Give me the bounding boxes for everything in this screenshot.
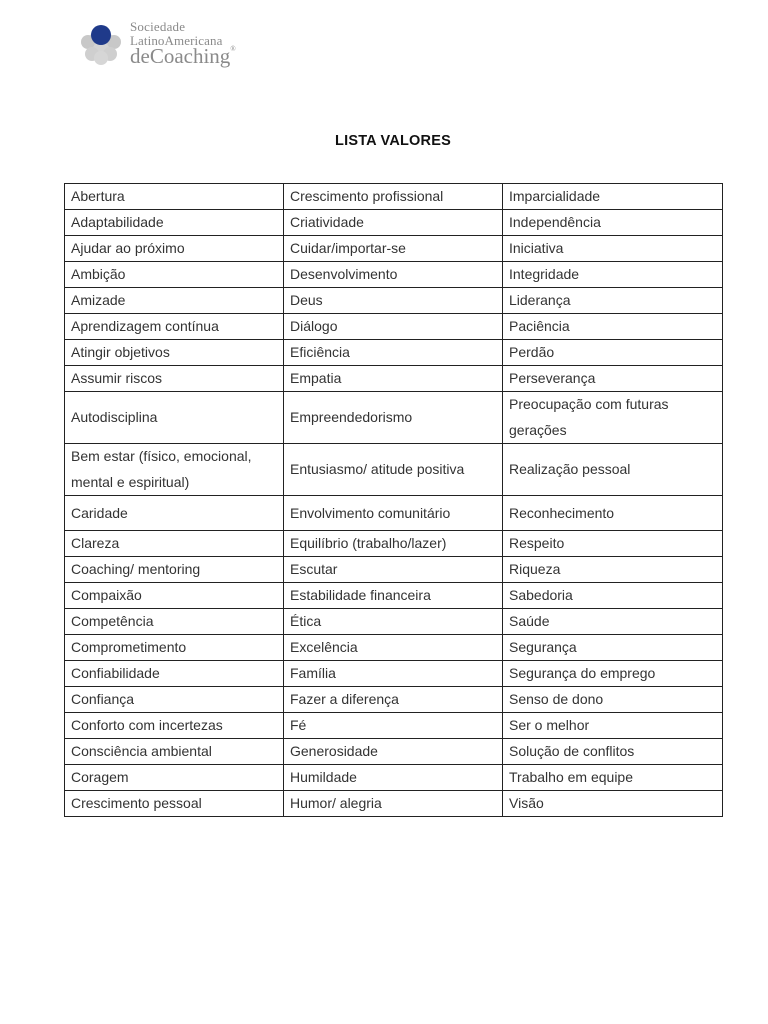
logo-wordmark	[130, 20, 236, 67]
table-cell: Crescimento pessoal	[65, 791, 284, 817]
organization-logo	[78, 20, 258, 70]
table-cell: Entusiasmo/ atitude positiva	[284, 444, 503, 496]
table-cell: Família	[284, 661, 503, 687]
table-cell: Compaixão	[65, 583, 284, 609]
table-cell: Assumir riscos	[65, 366, 284, 392]
table-cell: Aprendizagem contínua	[65, 314, 284, 340]
table-cell: Ambição	[65, 262, 284, 288]
table-cell: Realização pessoal	[503, 444, 723, 496]
table-cell: Senso de dono	[503, 687, 723, 713]
table-cell: Confiabilidade	[65, 661, 284, 687]
table-cell: Fazer a diferença	[284, 687, 503, 713]
table-cell: Segurança do emprego	[503, 661, 723, 687]
table-cell: Sabedoria	[503, 583, 723, 609]
table-cell: Empatia	[284, 366, 503, 392]
table-cell: Amizade	[65, 288, 284, 314]
table-cell: Coragem	[65, 765, 284, 791]
table-row	[65, 366, 723, 392]
table-row	[65, 531, 723, 557]
table-cell: Independência	[503, 210, 723, 236]
table-cell: Autodisciplina	[65, 392, 284, 444]
table-cell: Equilíbrio (trabalho/lazer)	[284, 531, 503, 557]
logo-line-1: Sociedade	[130, 19, 186, 34]
values-table-body	[65, 184, 723, 817]
table-cell: Ajudar ao próximo	[65, 236, 284, 262]
table-row	[65, 635, 723, 661]
table-cell: Criatividade	[284, 210, 503, 236]
table-cell: Trabalho em equipe	[503, 765, 723, 791]
table-cell: Clareza	[65, 531, 284, 557]
table-cell: Imparcialidade	[503, 184, 723, 210]
table-cell: Segurança	[503, 635, 723, 661]
table-row	[65, 791, 723, 817]
table-cell: Envolvimento comunitário	[284, 496, 503, 531]
table-row	[65, 609, 723, 635]
logo-line-2: LatinoAmericana	[130, 33, 223, 48]
table-cell: Ser o melhor	[503, 713, 723, 739]
table-cell: Visão	[503, 791, 723, 817]
table-cell: Riqueza	[503, 557, 723, 583]
table-cell: Competência	[65, 609, 284, 635]
table-cell: Integridade	[503, 262, 723, 288]
table-cell: Conforto com incertezas	[65, 713, 284, 739]
table-cell: Escutar	[284, 557, 503, 583]
table-cell: Solução de conflitos	[503, 739, 723, 765]
logo-line-3	[130, 46, 236, 67]
table-row	[65, 262, 723, 288]
table-cell: Consciência ambiental	[65, 739, 284, 765]
table-cell: Reconhecimento	[503, 496, 723, 531]
table-cell: Estabilidade financeira	[284, 583, 503, 609]
table-row	[65, 340, 723, 366]
table-row	[65, 210, 723, 236]
table-cell: Abertura	[65, 184, 284, 210]
table-cell: Preocupação com futuras gerações	[503, 392, 723, 444]
table-cell: Empreendedorismo	[284, 392, 503, 444]
table-row	[65, 496, 723, 531]
table-cell: Caridade	[65, 496, 284, 531]
values-table	[64, 183, 723, 817]
table-cell: Coaching/ mentoring	[65, 557, 284, 583]
table-cell: Perdão	[503, 340, 723, 366]
table-cell: Saúde	[503, 609, 723, 635]
table-cell: Eficiência	[284, 340, 503, 366]
table-cell: Deus	[284, 288, 503, 314]
table-cell: Desenvolvimento	[284, 262, 503, 288]
table-cell: Liderança	[503, 288, 723, 314]
table-row	[65, 314, 723, 340]
table-row	[65, 444, 723, 496]
table-row	[65, 236, 723, 262]
table-cell: Humildade	[284, 765, 503, 791]
page-title: LISTA VALORES	[335, 133, 451, 149]
table-cell: Excelência	[284, 635, 503, 661]
logo-line-3-text: deCoaching	[130, 44, 231, 68]
table-cell: Ética	[284, 609, 503, 635]
table-row	[65, 583, 723, 609]
table-row	[65, 661, 723, 687]
table-row	[65, 557, 723, 583]
table-cell: Comprometimento	[65, 635, 284, 661]
table-cell: Diálogo	[284, 314, 503, 340]
registered-mark: ®	[230, 45, 236, 53]
table-row	[65, 739, 723, 765]
table-cell: Humor/ alegria	[284, 791, 503, 817]
table-row	[65, 184, 723, 210]
table-cell: Atingir objetivos	[65, 340, 284, 366]
table-cell: Crescimento profissional	[284, 184, 503, 210]
table-row	[65, 288, 723, 314]
table-cell: Cuidar/importar-se	[284, 236, 503, 262]
table-row	[65, 765, 723, 791]
table-cell: Fé	[284, 713, 503, 739]
table-row	[65, 687, 723, 713]
table-cell: Bem estar (físico, emocional, mental e espiritual)	[65, 444, 284, 496]
table-cell: Paciência	[503, 314, 723, 340]
table-cell: Generosidade	[284, 739, 503, 765]
table-cell: Adaptabilidade	[65, 210, 284, 236]
table-row	[65, 713, 723, 739]
table-cell: Iniciativa	[503, 236, 723, 262]
table-cell: Respeito	[503, 531, 723, 557]
table-cell: Confiança	[65, 687, 284, 713]
table-cell: Perseverança	[503, 366, 723, 392]
logo-mark-icon	[78, 22, 124, 68]
table-row	[65, 392, 723, 444]
